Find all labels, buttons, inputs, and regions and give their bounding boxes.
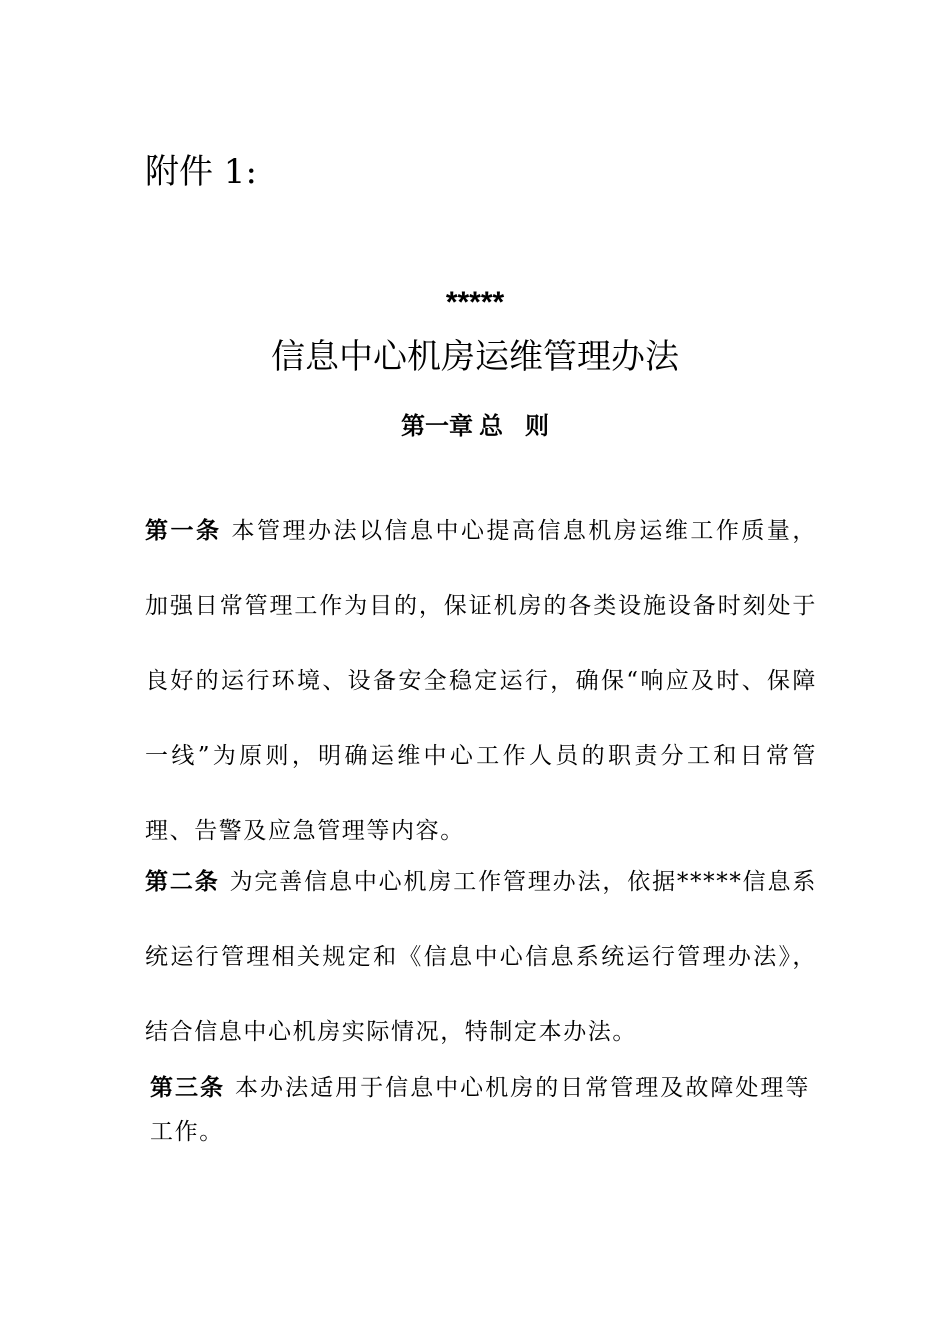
- article-text: 为完善信息中心机房工作管理办法，依据*****信息系统运行管理相关规定和《信息中心信息系统运行管理办法》，结合信息中心机房实际情况，特制定本办法。: [145, 869, 817, 1045]
- chapter-number: 第一章: [401, 412, 473, 440]
- chapter-heading: [0, 408, 950, 444]
- organization-placeholder: *****: [445, 286, 505, 319]
- article-label: 第三条: [150, 1075, 226, 1101]
- article-text: 本管理办法以信息中心提高信息机房运维工作质量，加强日常管理工作为目的，保证机房的各类设施设备时刻处于良好的运行环境、设备安全稳定运行，确保“响应及时、保障一线”为原则，明确运维中心工作人员的职责分工和日常管理、告警及应急管理等内容。: [145, 518, 817, 844]
- article-2: [145, 845, 817, 1070]
- document-title: 信息中心机房运维管理办法: [271, 337, 679, 377]
- chapter-title-part1: 总: [479, 412, 503, 440]
- article-3: [150, 1066, 810, 1154]
- article-text: 本办法适用于信息中心机房的日常管理及故障处理等工作。: [150, 1075, 810, 1145]
- chapter-title-part2: 则: [525, 412, 549, 440]
- article-label: 第一条: [145, 518, 222, 544]
- article-label: 第二条: [145, 869, 220, 895]
- attachment-label: 附件 1:: [145, 152, 257, 192]
- article-1: [145, 494, 817, 869]
